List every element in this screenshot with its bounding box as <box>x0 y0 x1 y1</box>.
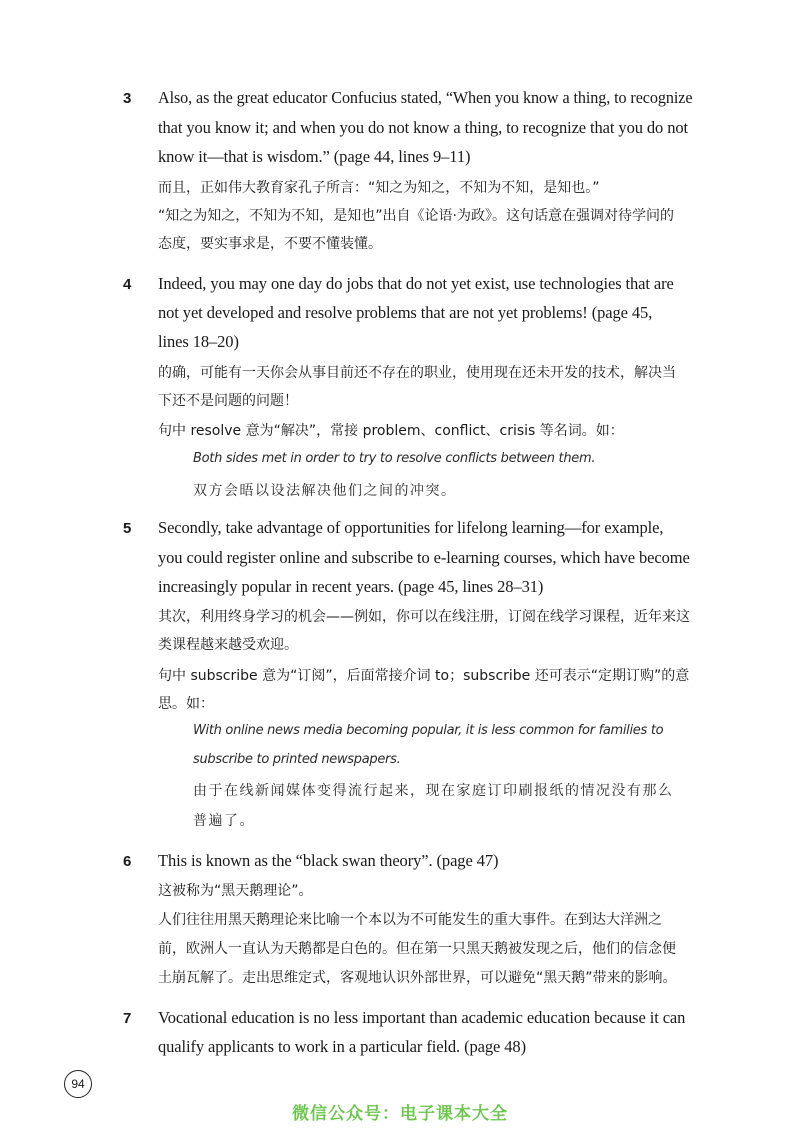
chinese-line: 人们往往用黑天鹅理论来比喻一个本以为不可能发生的重大事件。在到达大洋洲之 <box>158 912 662 928</box>
chinese-line: 的确，可能有一天你会从事目前还不存在的职业，使用现在还未开发的技术，解决当 <box>158 365 676 381</box>
entry-number: 5 <box>123 520 132 537</box>
watermark: 微信公众号：电子课本大全 <box>292 1104 508 1124</box>
english-line: Also, as the great educator Confucius stated, “When you know a thing, to recognize <box>158 88 693 107</box>
english-line: know it—that is wisdom.” (page 44, lines 9–11) <box>158 147 471 166</box>
english-line: lines 18–20) <box>158 332 239 351</box>
chinese-line: 类课程越来越受欢迎。 <box>158 637 298 653</box>
chinese-line: 下还不是问题的问题！ <box>158 393 298 409</box>
chinese-line: 句中 resolve 意为“解决”，常接 problem、conflict、crisis 等名词。如： <box>158 423 624 439</box>
english-line: you could register online and subscribe to e-learning courses, which have become <box>158 548 690 567</box>
english-line: Indeed, you may one day do jobs that do not yet exist, use technologies that are <box>158 274 674 293</box>
english-line: qualify applicants to work in a particular field. (page 48) <box>158 1037 526 1056</box>
english-line: Secondly, take advantage of opportunities for lifelong learning—for example, <box>158 518 664 537</box>
english-line: Vocational education is no less important than academic education because it can <box>158 1008 686 1027</box>
english-line: not yet developed and resolve problems that are not yet problems! (page 45, <box>158 303 653 322</box>
entry-number: 6 <box>123 853 132 870</box>
entry-number: 4 <box>123 276 132 293</box>
chinese-line: “知之为知之，不知为不知，是知也”出自《论语·为政》。这句话意在强调对待学问的 <box>158 208 674 224</box>
example-chinese: 由于在线新闻媒体变得流行起来，现在家庭订印刷报纸的情况没有那么 <box>193 783 674 799</box>
example-chinese: 普遍了。 <box>193 813 255 829</box>
entry-number: 7 <box>123 1010 132 1027</box>
chinese-line: 前，欧洲人一直认为天鹅都是白色的。但在第一只黑天鹅被发现之后，他们的信念便 <box>158 941 676 957</box>
english-line: increasingly popular in recent years. (page 45, lines 28–31) <box>158 577 544 596</box>
example-english: Both sides met in order to try to resolve conflicts between them. <box>193 451 596 466</box>
chinese-line: 态度，要实事求是，不要不懂装懂。 <box>158 236 382 252</box>
chinese-line: 这被称为“黑天鹅理论”。 <box>158 883 313 899</box>
chinese-line: 思。如： <box>158 696 214 712</box>
english-line: This is known as the “black swan theory”. (page 47) <box>158 851 499 870</box>
chinese-line: 土崩瓦解了。走出思维定式，客观地认识外部世界，可以避免“黑天鹅”带来的影响。 <box>158 970 677 986</box>
entry-number: 3 <box>123 90 132 107</box>
chinese-line: 其次，利用终身学习的机会——例如，你可以在线注册，订阅在线学习课程，近年来这 <box>158 609 690 625</box>
example-english: subscribe to printed newspapers. <box>193 752 401 767</box>
example-chinese: 双方会晤以设法解决他们之间的冲突。 <box>193 483 457 499</box>
chinese-line: 句中 subscribe 意为“订阅”，后面常接介词 to；subscribe 还可表示“定期订购”的意 <box>158 668 690 684</box>
example-english: With online news media becoming popular, it is less common for families to <box>193 723 664 738</box>
chinese-line: 而且，正如伟大教育家孔子所言：“知之为知之，不知为不知，是知也。” <box>158 180 600 196</box>
page-number: 94 <box>64 1070 92 1098</box>
english-line: that you know it; and when you do not know a thing, to recognize that you do not <box>158 118 688 137</box>
